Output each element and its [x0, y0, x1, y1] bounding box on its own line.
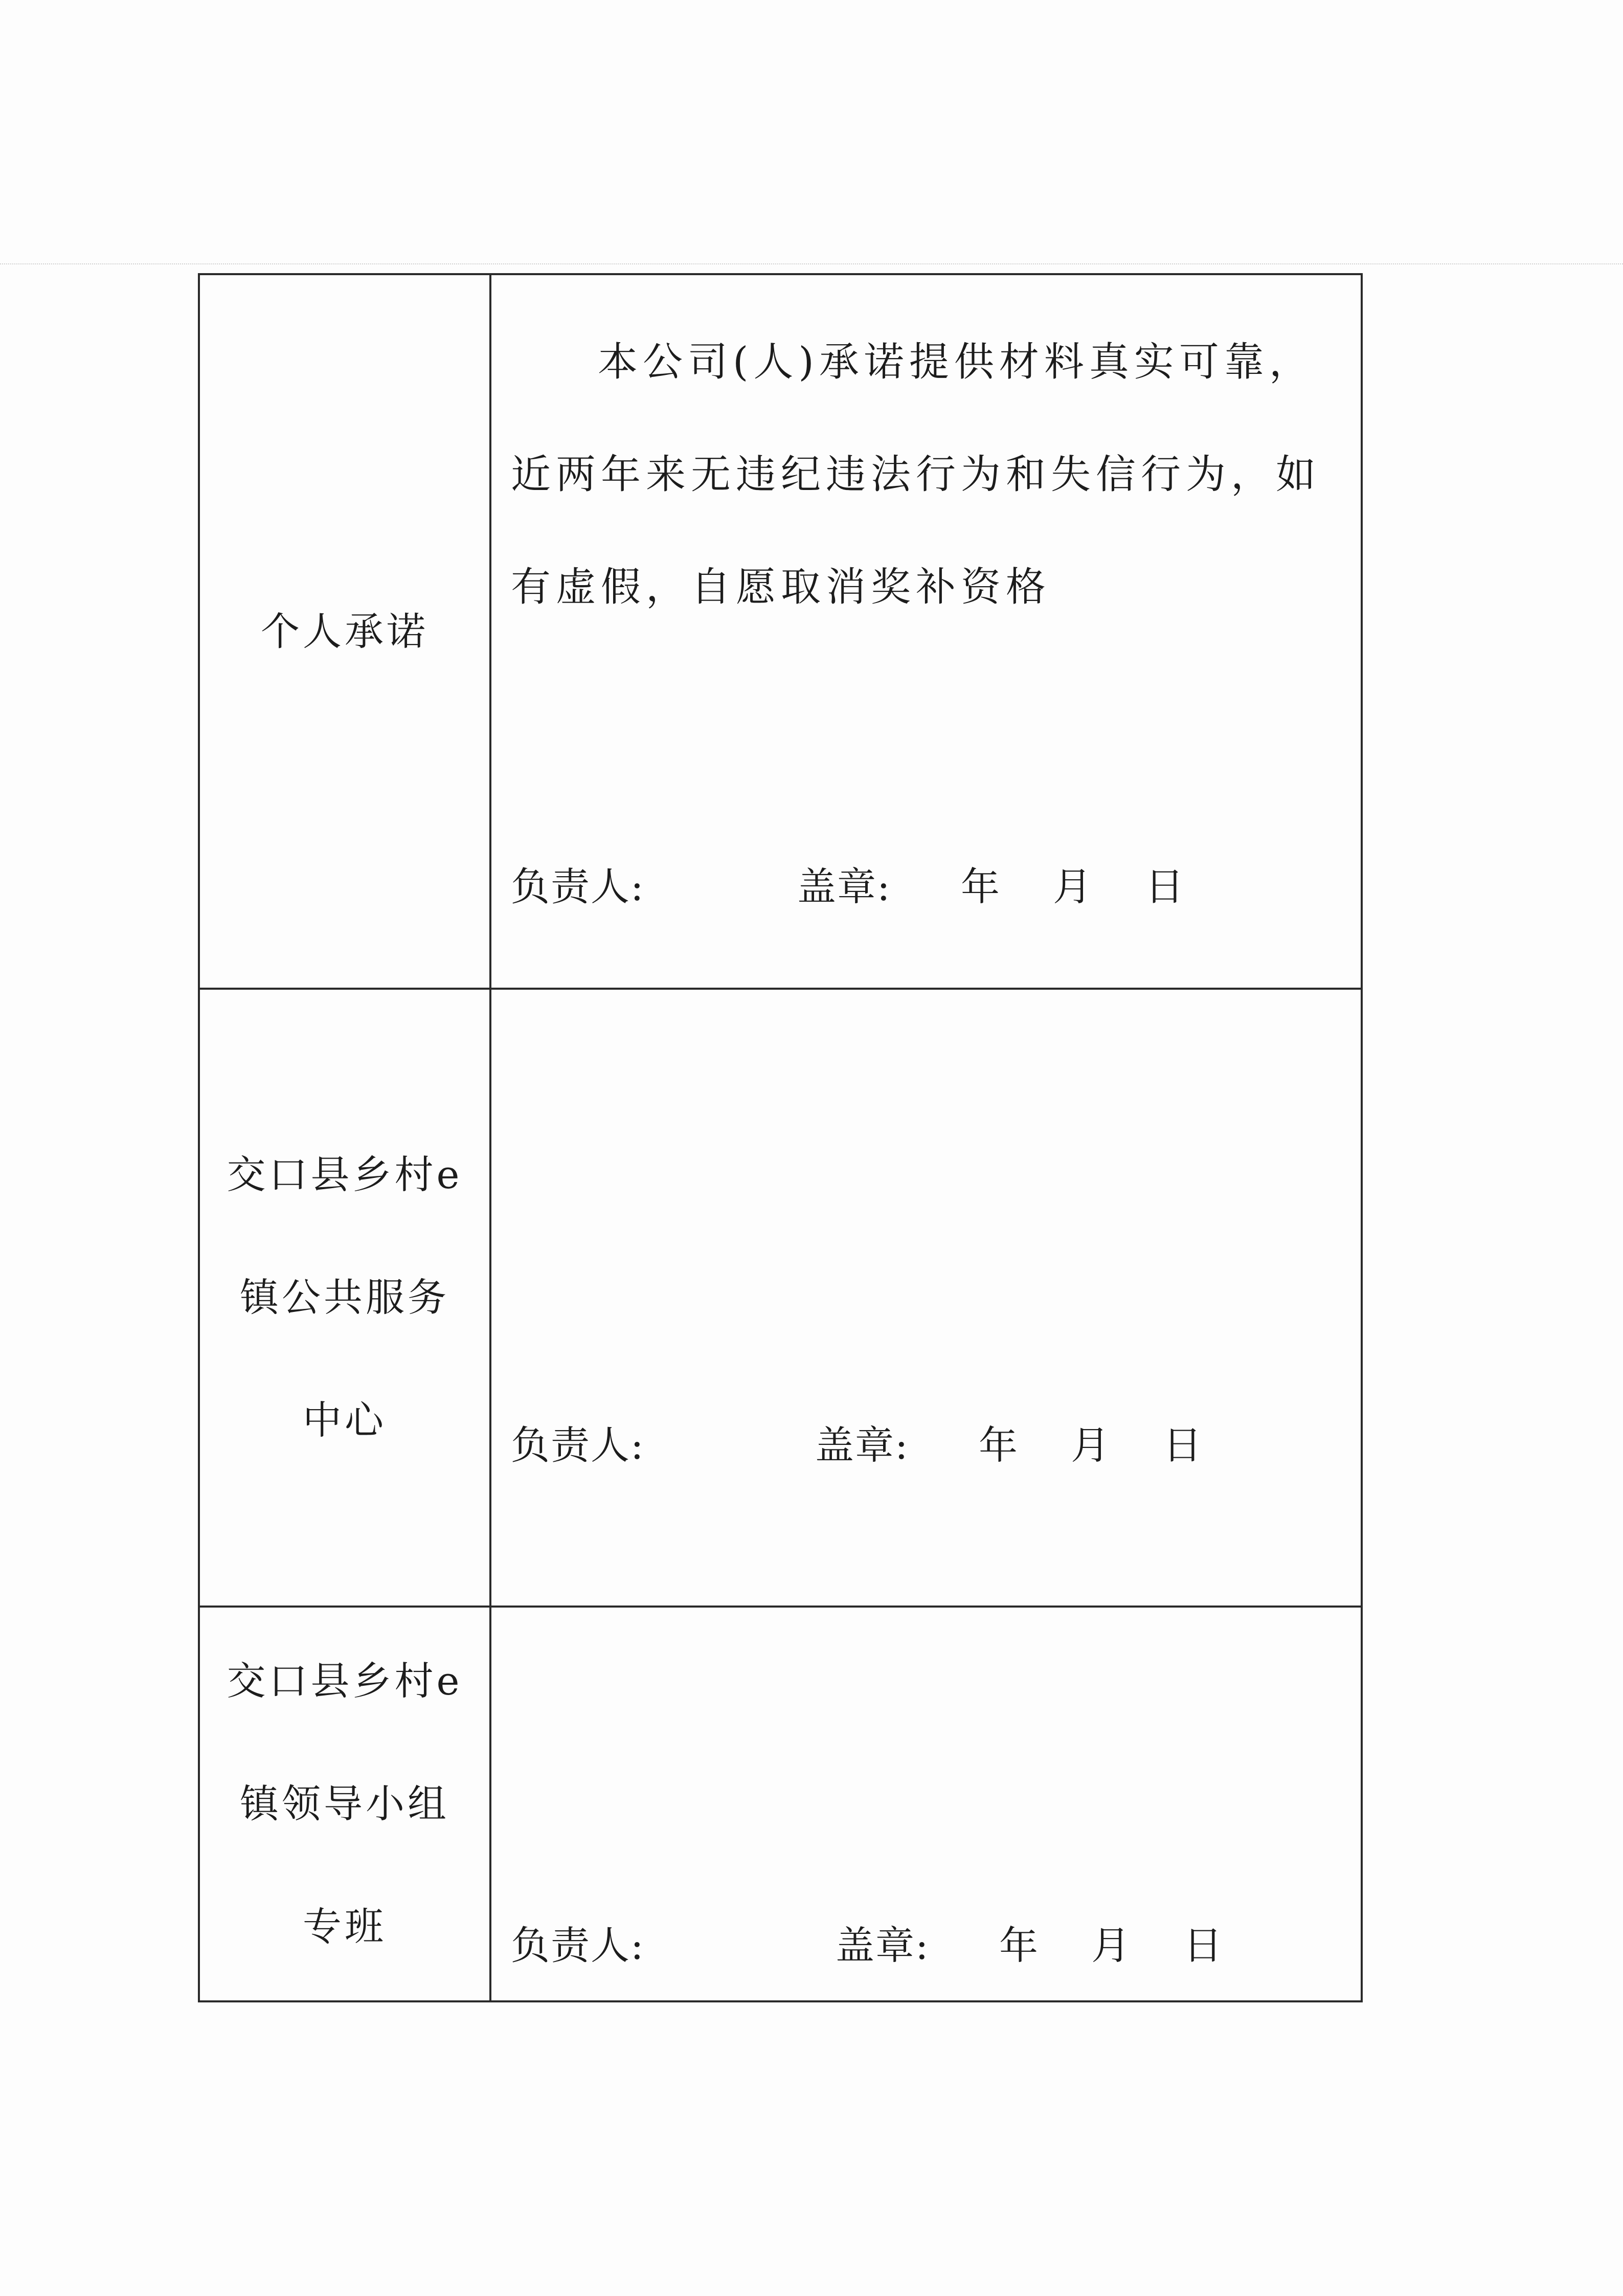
label-line: 交口县乡村e [227, 1152, 463, 1197]
signature-person-label: 负责人: [511, 864, 645, 909]
signature-date-label: 年 月 日 [961, 864, 1205, 909]
label-cell-leadership-group [199, 1607, 490, 2001]
label-cell-pledge [199, 274, 490, 989]
signature-date-label: 年 月 日 [979, 1422, 1223, 1468]
table-row-pledge [199, 274, 1362, 989]
signature-person-label: 负责人: [511, 1923, 645, 1968]
content-cell-service-center [490, 989, 1362, 1607]
label-line: 镇公共服务 [240, 1275, 449, 1320]
signature-stamp-label: 盖章: [815, 1422, 909, 1468]
label-line: 专班 [303, 1904, 387, 1949]
approval-form-table [198, 273, 1363, 2002]
signature-person-label: 负责人: [511, 1422, 645, 1468]
label-line: 中心 [303, 1397, 387, 1443]
content-cell-leadership-group [490, 1607, 1362, 2001]
signature-stamp-label: 盖章: [836, 1923, 930, 1968]
label-line: 镇领导小组 [240, 1781, 449, 1826]
label-line: 交口县乡村e [227, 1658, 463, 1704]
label-line: 个人承诺 [261, 608, 429, 654]
signature-line [511, 856, 1204, 911]
signature-date-label: 年 月 日 [999, 1923, 1243, 1968]
signature-line [511, 1414, 1222, 1470]
label-cell-service-center [199, 989, 490, 1607]
table-row-service-center [199, 989, 1362, 1607]
pledge-statement: 本公司(人)承诺提供材料真实可靠，近两年来无违纪违法行为和失信行为，如有虚假，自愿取消奖补资格 [511, 339, 1321, 610]
scan-fold-line [0, 263, 1623, 264]
signature-stamp-label: 盖章: [797, 864, 891, 909]
signature-line [511, 1914, 1243, 1970]
table-row-leadership-group [199, 1607, 1362, 2001]
content-cell-pledge [490, 274, 1362, 989]
